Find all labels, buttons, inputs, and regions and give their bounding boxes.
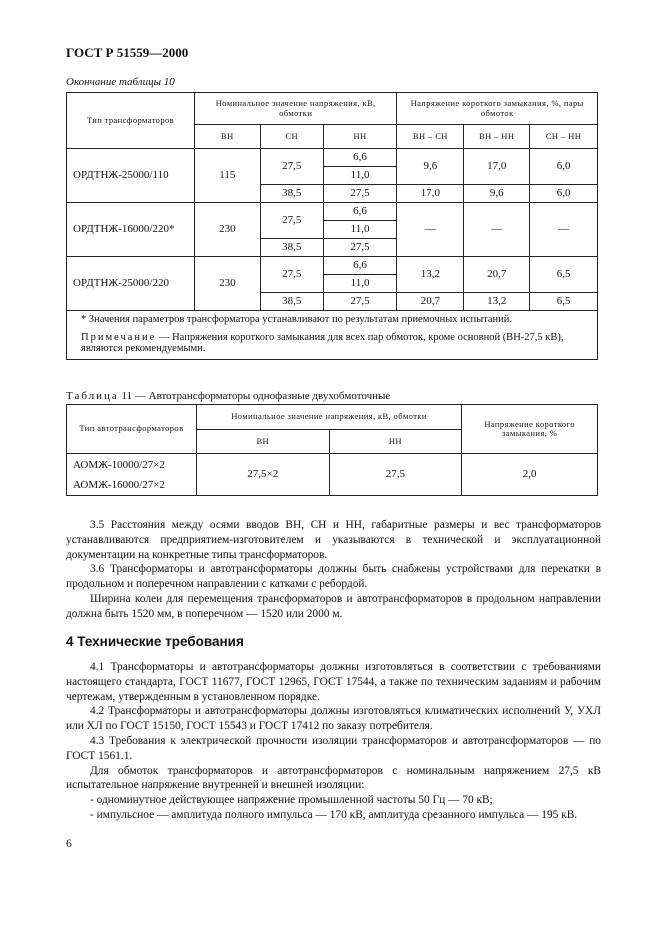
t11-cell-sc: 2,0 xyxy=(462,454,598,496)
table-cell-nn: 11,0 xyxy=(323,221,397,239)
t11-type: АОМЖ-16000/27×2 xyxy=(73,478,165,491)
col-header-shortcircuit: Напряжение короткого замыкания, %, пары обмоток xyxy=(397,93,598,125)
paragraph-4-3-test: Для обмоток трансформаторов и автотрансформаторов с номинальным напряжением 27,5 кВ испытательное напряжение внутренней и внешней изоляции: xyxy=(66,764,601,792)
subheader-sn-nn: СН – НН xyxy=(530,125,598,149)
t11-col-header-type: Тип автотрансформаторов xyxy=(67,405,197,454)
table11-caption-label: Таблица xyxy=(66,390,119,402)
t11-col-header-nominal: Номинальное значение напряжения, кВ, обмотки xyxy=(196,405,461,430)
table-cell-vn-sn: — xyxy=(397,203,464,257)
subheader-sn: СН xyxy=(260,125,323,149)
note-label: Примечание xyxy=(81,331,157,343)
document-header: ГОСТ Р 51559—2000 xyxy=(66,45,189,60)
table-cell-vn-nn: 13,2 xyxy=(464,293,530,311)
table-cell-nn: 6,6 xyxy=(323,257,397,275)
list-item: - импульсное — амплитуда полного импульса — 170 кВ, амплитуда срезанного импульса — 195 кВ. xyxy=(90,808,578,821)
table10-note xyxy=(81,332,589,355)
table-cell-nn: 27,5 xyxy=(323,185,397,203)
section3-text xyxy=(66,518,601,622)
table-cell-sn-nn: — xyxy=(530,203,598,257)
table-11 xyxy=(66,404,598,496)
t11-cell-vn: 27,5×2 xyxy=(196,454,329,496)
table-cell-vn: 230 xyxy=(194,203,260,257)
table-cell-vn-nn: 20,7 xyxy=(464,257,530,293)
table-cell-sn: 27,5 xyxy=(260,149,323,185)
t11-subheader-vn: ВН xyxy=(196,430,329,454)
table10-footnote: * Значения параметров трансформатора устанавливают по результатам приемочных испытаний. xyxy=(81,314,512,325)
t11-type: АОМЖ-10000/27×2 xyxy=(73,458,165,471)
paragraph-4-1: 4.1 Трансформаторы и автотрансформаторы должны изготовляться в соответствии с требованиями настоящего стандарта, ГОСТ 11677, ГОСТ 12965, ГОСТ 17544, а также по техническим заданиям и рабочим чертежам, утвержденным в установленном порядке. xyxy=(66,661,601,703)
table-cell-sn: 27,5 xyxy=(260,203,323,239)
subheader-nn: НН xyxy=(323,125,397,149)
table-cell-vn-nn: 17,0 xyxy=(464,149,530,185)
table-cell-sn: 27,5 xyxy=(260,257,323,293)
section4-text xyxy=(66,660,601,823)
note-text: — Напряжения короткого замыкания для всех пар обмоток, кроме основной (ВН-27,5 кВ), являются рекомендуемыми. xyxy=(81,331,564,355)
section4-heading: 4 Технические требования xyxy=(66,634,244,649)
table-cell-vn-nn: 9,6 xyxy=(464,185,530,203)
subheader-vn-sn: ВН – СН xyxy=(397,125,464,149)
table-cell-nn: 11,0 xyxy=(323,167,397,185)
t11-subheader-nn: НН xyxy=(329,430,462,454)
list-item: - одноминутное действующее напряжение промышленной частоты 50 Гц — 70 кВ; xyxy=(90,794,493,807)
table-cell-sn: 38,5 xyxy=(260,185,323,203)
table-cell-vn-sn: 13,2 xyxy=(397,257,464,293)
col-header-type: Тип трансформаторов xyxy=(67,93,195,149)
table11-caption xyxy=(66,390,390,402)
table-cell-sn-nn: 6,5 xyxy=(530,293,598,311)
table-row-type: ОРДТНЖ-25000/220 xyxy=(67,257,195,311)
table-cell-sn-nn: 6,5 xyxy=(530,257,598,293)
table-row-type: ОРДТНЖ-16000/220* xyxy=(67,203,195,257)
paragraph-3-6: 3.6 Трансформаторы и автотрансформаторы должны быть снабжены устройствами для перекатки в продольном и поперечном направлении с катками с ребордой. xyxy=(66,563,601,591)
table-cell-nn: 6,6 xyxy=(323,149,397,167)
table-10 xyxy=(66,92,598,360)
page-number: 6 xyxy=(66,838,72,850)
paragraph-4-3: 4.3 Требования к электрической прочности изоляции трансформаторов и автотрансформаторов — по ГОСТ 1561.1. xyxy=(66,734,601,762)
table-cell-sn-nn: 6,0 xyxy=(530,185,598,203)
table-cell-sn-nn: 6,0 xyxy=(530,149,598,185)
table11-caption-text: 11 — Автотрансформаторы однофазные двухобмоточные xyxy=(118,390,391,402)
paragraph-3-5: 3.5 Расстояния между осями вводов ВН, СН и НН, габаритные размеры и вес трансформаторов устанавливаются предприятием-изготовителем и указываются в технической и эксплуатационной документации на конкретные типы трансформаторов. xyxy=(66,519,601,561)
table-cell-sn: 38,5 xyxy=(260,293,323,311)
paragraph-3-6-track: Ширина колеи для перемещения трансформаторов и автотрансформаторов в продольном направлении должна быть 1520 мм, в поперечном — 1520 или 2000 м. xyxy=(66,592,601,620)
subheader-vn-nn: ВН – НН xyxy=(464,125,530,149)
col-header-nominal: Номинальное значение напряжения, кВ, обмотки xyxy=(194,93,397,125)
table-cell-nn: 11,0 xyxy=(323,275,397,293)
subheader-vn: ВН xyxy=(194,125,260,149)
table-cell-vn-sn: 9,6 xyxy=(397,149,464,185)
t11-col-header-shortcircuit: Напряжение короткого замыкания, % xyxy=(462,405,598,454)
t11-cell-types xyxy=(67,454,197,496)
table-cell-nn: 27,5 xyxy=(323,293,397,311)
table-cell-vn-nn: — xyxy=(464,203,530,257)
table-cell-vn-sn: 17,0 xyxy=(397,185,464,203)
table10-caption: Окончание таблицы 10 xyxy=(66,76,175,88)
table-cell-nn: 27,5 xyxy=(323,239,397,257)
table-cell-vn-sn: 20,7 xyxy=(397,293,464,311)
t11-cell-nn: 27,5 xyxy=(329,454,462,496)
table-cell-vn: 230 xyxy=(194,257,260,311)
table-cell-nn: 6,6 xyxy=(323,203,397,221)
table-cell-sn: 38,5 xyxy=(260,239,323,257)
table10-notes xyxy=(67,311,598,360)
table-row-type: ОРДТНЖ-25000/110 xyxy=(67,149,195,203)
paragraph-4-2: 4.2 Трансформаторы и автотрансформаторы должны изготовляться климатических исполнений У, УХЛ или ХЛ по ГОСТ 15150, ГОСТ 15543 и ГОСТ 17412 по заказу потребителя. xyxy=(66,705,601,733)
table-cell-vn: 115 xyxy=(194,149,260,203)
